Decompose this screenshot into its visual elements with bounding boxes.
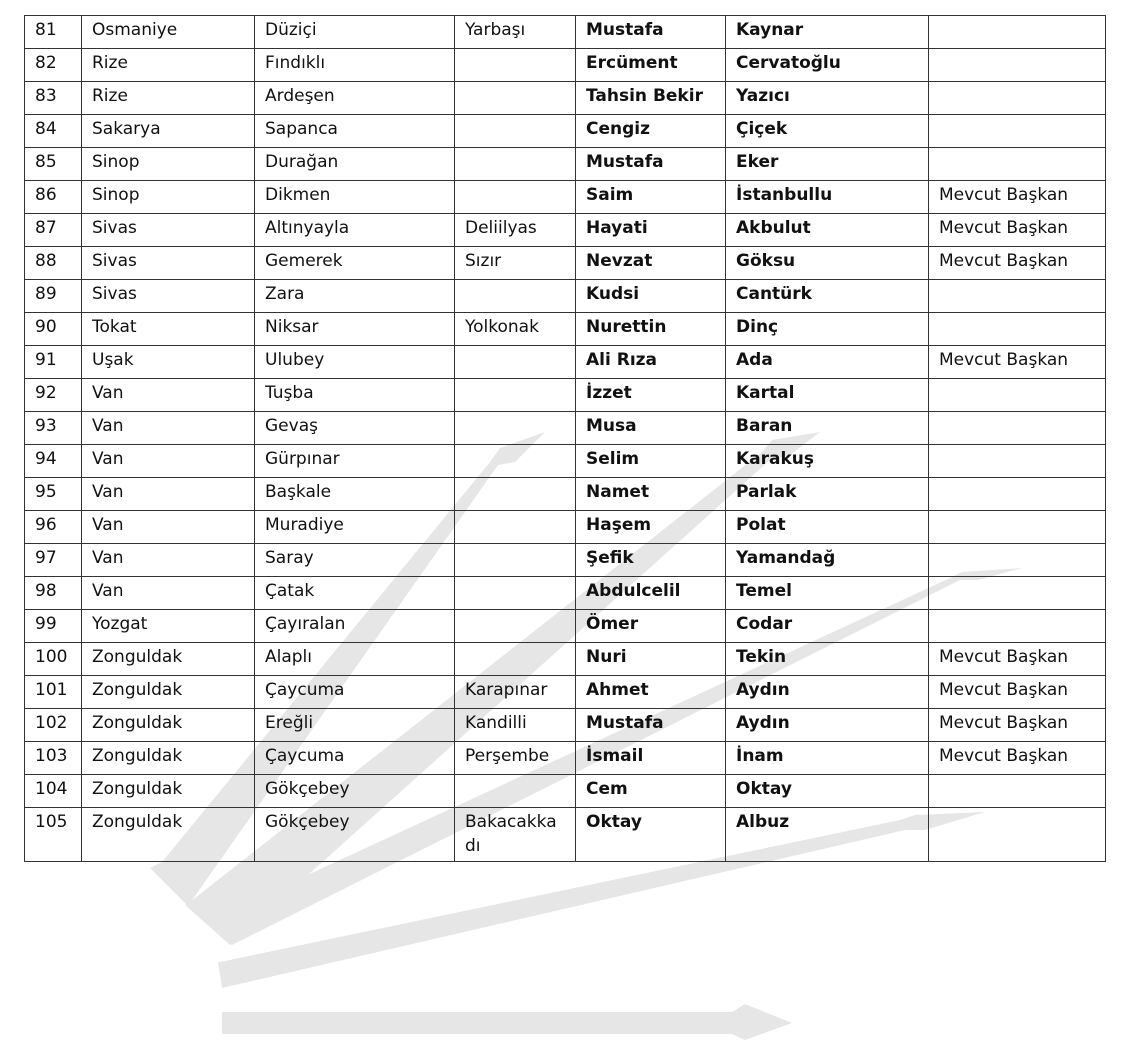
cell-last-name: Karakuş xyxy=(726,445,929,478)
cell-last-name: İnam xyxy=(726,742,929,775)
cell-first-name: Tahsin Bekir xyxy=(576,82,726,115)
table-row xyxy=(25,214,1106,247)
cell-province: Van xyxy=(82,445,255,478)
cell-status xyxy=(929,577,1106,610)
cell-row-number: 104 xyxy=(25,775,82,808)
cell-province: Zonguldak xyxy=(82,676,255,709)
cell-town xyxy=(455,82,576,115)
cell-district: Ereğli xyxy=(255,709,455,742)
cell-province: Tokat xyxy=(82,313,255,346)
cell-province: Rize xyxy=(82,82,255,115)
results-table xyxy=(24,15,1106,862)
cell-first-name: Cem xyxy=(576,775,726,808)
cell-last-name: İstanbullu xyxy=(726,181,929,214)
cell-first-name: Oktay xyxy=(576,808,726,862)
cell-row-number: 100 xyxy=(25,643,82,676)
cell-row-number: 95 xyxy=(25,478,82,511)
cell-town: Yolkonak xyxy=(455,313,576,346)
table-row xyxy=(25,181,1106,214)
cell-last-name: Yamandağ xyxy=(726,544,929,577)
cell-row-number: 103 xyxy=(25,742,82,775)
cell-last-name: Eker xyxy=(726,148,929,181)
cell-town xyxy=(455,478,576,511)
cell-last-name: Akbulut xyxy=(726,214,929,247)
cell-first-name: Namet xyxy=(576,478,726,511)
cell-district: Gökçebey xyxy=(255,775,455,808)
cell-row-number: 82 xyxy=(25,49,82,82)
cell-status: Mevcut Başkan xyxy=(929,214,1106,247)
cell-status xyxy=(929,49,1106,82)
cell-row-number: 105 xyxy=(25,808,82,862)
cell-row-number: 94 xyxy=(25,445,82,478)
cell-town xyxy=(455,412,576,445)
cell-last-name: Cantürk xyxy=(726,280,929,313)
cell-province: Van xyxy=(82,412,255,445)
cell-row-number: 98 xyxy=(25,577,82,610)
cell-province: Zonguldak xyxy=(82,742,255,775)
cell-district: Ulubey xyxy=(255,346,455,379)
table-row xyxy=(25,412,1106,445)
table-row xyxy=(25,16,1106,49)
cell-row-number: 92 xyxy=(25,379,82,412)
cell-status: Mevcut Başkan xyxy=(929,346,1106,379)
cell-town: Perşembe xyxy=(455,742,576,775)
cell-district: Durağan xyxy=(255,148,455,181)
cell-status xyxy=(929,412,1106,445)
cell-row-number: 87 xyxy=(25,214,82,247)
cell-row-number: 88 xyxy=(25,247,82,280)
cell-status xyxy=(929,379,1106,412)
cell-status xyxy=(929,16,1106,49)
cell-province: Sinop xyxy=(82,148,255,181)
cell-town: Bakacakkadı xyxy=(455,808,576,862)
cell-district: Gemerek xyxy=(255,247,455,280)
cell-status xyxy=(929,280,1106,313)
table-row xyxy=(25,49,1106,82)
cell-province: Van xyxy=(82,379,255,412)
cell-status xyxy=(929,313,1106,346)
cell-last-name: Kaynar xyxy=(726,16,929,49)
cell-status: Mevcut Başkan xyxy=(929,181,1106,214)
cell-district: Çayıralan xyxy=(255,610,455,643)
cell-district: Gökçebey xyxy=(255,808,455,862)
cell-status: Mevcut Başkan xyxy=(929,742,1106,775)
cell-row-number: 90 xyxy=(25,313,82,346)
cell-province: Van xyxy=(82,544,255,577)
cell-status xyxy=(929,544,1106,577)
cell-district: Çaycuma xyxy=(255,742,455,775)
table-row xyxy=(25,379,1106,412)
cell-last-name: Kartal xyxy=(726,379,929,412)
cell-row-number: 97 xyxy=(25,544,82,577)
cell-town: Karapınar xyxy=(455,676,576,709)
cell-first-name: Abdulcelil xyxy=(576,577,726,610)
cell-first-name: İsmail xyxy=(576,742,726,775)
cell-town xyxy=(455,379,576,412)
cell-last-name: Yazıcı xyxy=(726,82,929,115)
cell-first-name: Mustafa xyxy=(576,16,726,49)
cell-last-name: Oktay xyxy=(726,775,929,808)
cell-first-name: Haşem xyxy=(576,511,726,544)
table-row xyxy=(25,148,1106,181)
cell-town xyxy=(455,544,576,577)
cell-row-number: 99 xyxy=(25,610,82,643)
cell-status: Mevcut Başkan xyxy=(929,247,1106,280)
cell-row-number: 93 xyxy=(25,412,82,445)
cell-last-name: Polat xyxy=(726,511,929,544)
cell-first-name: Nurettin xyxy=(576,313,726,346)
cell-district: Muradiye xyxy=(255,511,455,544)
table-row xyxy=(25,82,1106,115)
cell-first-name: Selim xyxy=(576,445,726,478)
cell-district: Tuşba xyxy=(255,379,455,412)
cell-district: Altınyayla xyxy=(255,214,455,247)
cell-province: Sivas xyxy=(82,214,255,247)
cell-first-name: Nevzat xyxy=(576,247,726,280)
watermark-arrow-5 xyxy=(222,1004,792,1040)
table-row xyxy=(25,610,1106,643)
cell-status: Mevcut Başkan xyxy=(929,643,1106,676)
cell-first-name: Ömer xyxy=(576,610,726,643)
cell-town xyxy=(455,511,576,544)
cell-province: Sivas xyxy=(82,280,255,313)
cell-town: Sızır xyxy=(455,247,576,280)
cell-row-number: 89 xyxy=(25,280,82,313)
cell-town xyxy=(455,610,576,643)
table-row xyxy=(25,346,1106,379)
cell-last-name: Aydın xyxy=(726,709,929,742)
cell-row-number: 84 xyxy=(25,115,82,148)
cell-province: Rize xyxy=(82,49,255,82)
results-table-wrapper xyxy=(24,15,1106,862)
cell-town xyxy=(455,280,576,313)
cell-last-name: Ada xyxy=(726,346,929,379)
cell-province: Van xyxy=(82,511,255,544)
table-row xyxy=(25,511,1106,544)
cell-province: Sivas xyxy=(82,247,255,280)
cell-first-name: Ercüment xyxy=(576,49,726,82)
cell-town: Yarbaşı xyxy=(455,16,576,49)
cell-town xyxy=(455,181,576,214)
cell-town xyxy=(455,49,576,82)
cell-row-number: 83 xyxy=(25,82,82,115)
cell-last-name: Aydın xyxy=(726,676,929,709)
table-row xyxy=(25,544,1106,577)
cell-first-name: Ali Rıza xyxy=(576,346,726,379)
cell-district: Gürpınar xyxy=(255,445,455,478)
cell-first-name: Nuri xyxy=(576,643,726,676)
cell-district: Başkale xyxy=(255,478,455,511)
cell-province: Zonguldak xyxy=(82,643,255,676)
cell-district: Düziçi xyxy=(255,16,455,49)
cell-district: Sapanca xyxy=(255,115,455,148)
cell-first-name: Mustafa xyxy=(576,709,726,742)
cell-first-name: Hayati xyxy=(576,214,726,247)
table-row xyxy=(25,808,1106,862)
table-row xyxy=(25,742,1106,775)
cell-district: Fındıklı xyxy=(255,49,455,82)
cell-first-name: İzzet xyxy=(576,379,726,412)
cell-status xyxy=(929,82,1106,115)
cell-town xyxy=(455,577,576,610)
cell-status xyxy=(929,115,1106,148)
table-row xyxy=(25,643,1106,676)
cell-province: Osmaniye xyxy=(82,16,255,49)
cell-province: Sinop xyxy=(82,181,255,214)
cell-province: Zonguldak xyxy=(82,808,255,862)
cell-district: Ardeşen xyxy=(255,82,455,115)
cell-province: Zonguldak xyxy=(82,709,255,742)
cell-first-name: Saim xyxy=(576,181,726,214)
cell-row-number: 102 xyxy=(25,709,82,742)
cell-last-name: Temel xyxy=(726,577,929,610)
table-row xyxy=(25,445,1106,478)
cell-district: Niksar xyxy=(255,313,455,346)
cell-last-name: Dinç xyxy=(726,313,929,346)
table-row xyxy=(25,577,1106,610)
cell-district: Zara xyxy=(255,280,455,313)
cell-district: Alaplı xyxy=(255,643,455,676)
cell-town xyxy=(455,115,576,148)
cell-last-name: Çiçek xyxy=(726,115,929,148)
table-row xyxy=(25,247,1106,280)
cell-last-name: Albuz xyxy=(726,808,929,862)
cell-province: Sakarya xyxy=(82,115,255,148)
cell-first-name: Cengiz xyxy=(576,115,726,148)
cell-town: Kandilli xyxy=(455,709,576,742)
cell-town xyxy=(455,643,576,676)
cell-town xyxy=(455,148,576,181)
cell-row-number: 86 xyxy=(25,181,82,214)
cell-status xyxy=(929,610,1106,643)
cell-status xyxy=(929,808,1106,862)
cell-row-number: 91 xyxy=(25,346,82,379)
table-row xyxy=(25,709,1106,742)
cell-province: Uşak xyxy=(82,346,255,379)
cell-last-name: Cervatoğlu xyxy=(726,49,929,82)
cell-status xyxy=(929,445,1106,478)
cell-status: Mevcut Başkan xyxy=(929,709,1106,742)
cell-row-number: 101 xyxy=(25,676,82,709)
table-row xyxy=(25,775,1106,808)
table-row xyxy=(25,115,1106,148)
cell-district: Çatak xyxy=(255,577,455,610)
cell-row-number: 85 xyxy=(25,148,82,181)
cell-last-name: Göksu xyxy=(726,247,929,280)
cell-last-name: Codar xyxy=(726,610,929,643)
cell-last-name: Tekin xyxy=(726,643,929,676)
cell-district: Çaycuma xyxy=(255,676,455,709)
cell-status xyxy=(929,148,1106,181)
cell-status xyxy=(929,511,1106,544)
cell-first-name: Mustafa xyxy=(576,148,726,181)
cell-first-name: Kudsi xyxy=(576,280,726,313)
cell-last-name: Parlak xyxy=(726,478,929,511)
cell-town xyxy=(455,775,576,808)
cell-status xyxy=(929,775,1106,808)
cell-province: Van xyxy=(82,478,255,511)
cell-province: Zonguldak xyxy=(82,775,255,808)
cell-row-number: 81 xyxy=(25,16,82,49)
table-row xyxy=(25,280,1106,313)
cell-district: Dikmen xyxy=(255,181,455,214)
cell-row-number: 96 xyxy=(25,511,82,544)
table-row xyxy=(25,313,1106,346)
cell-town xyxy=(455,445,576,478)
table-row xyxy=(25,676,1106,709)
cell-last-name: Baran xyxy=(726,412,929,445)
cell-district: Gevaş xyxy=(255,412,455,445)
cell-first-name: Şefik xyxy=(576,544,726,577)
cell-province: Yozgat xyxy=(82,610,255,643)
table-row xyxy=(25,478,1106,511)
cell-first-name: Musa xyxy=(576,412,726,445)
results-table-body xyxy=(25,16,1106,862)
cell-status xyxy=(929,478,1106,511)
cell-province: Van xyxy=(82,577,255,610)
cell-district: Saray xyxy=(255,544,455,577)
cell-town: Deliilyas xyxy=(455,214,576,247)
cell-town xyxy=(455,346,576,379)
cell-status: Mevcut Başkan xyxy=(929,676,1106,709)
cell-first-name: Ahmet xyxy=(576,676,726,709)
